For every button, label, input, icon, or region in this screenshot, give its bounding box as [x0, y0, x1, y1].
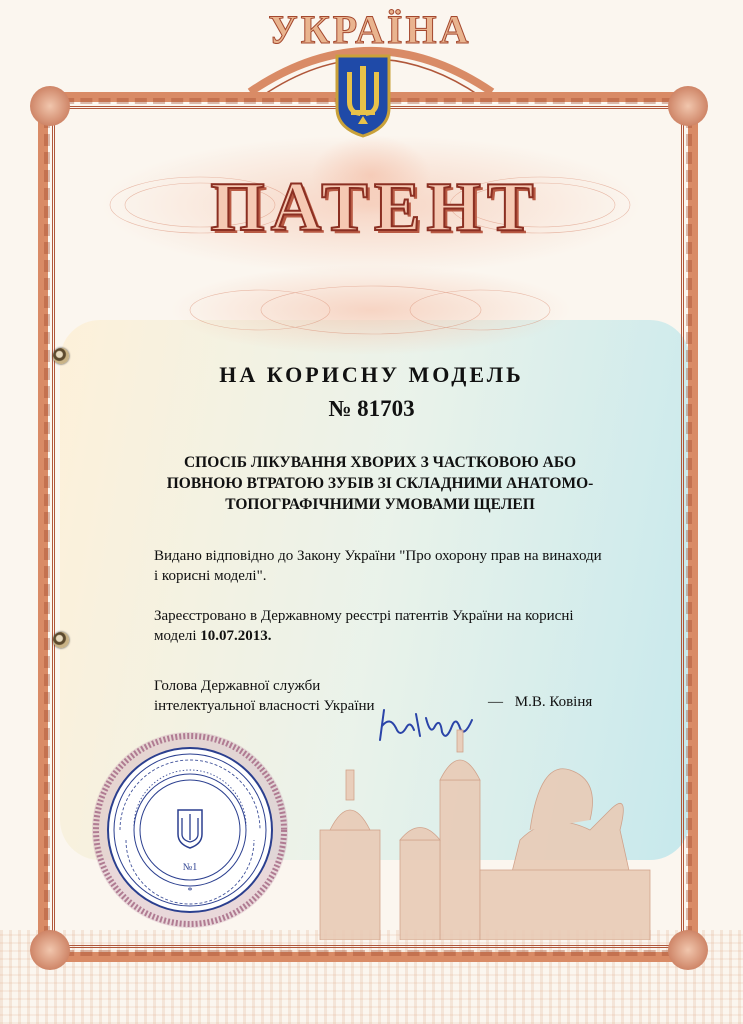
title-line: ТОПОГРАФІЧНИМИ УМОВАМИ ЩЕЛЕП — [225, 496, 535, 513]
registered-prefix: моделі — [154, 628, 201, 644]
issued-line: Видано відповідно до Закону України "Про охорону прав на винаходи — [154, 548, 602, 564]
registered-line — [154, 626, 634, 646]
corner-rosette — [668, 930, 708, 970]
corner-rosette — [30, 86, 70, 126]
binding-hole — [53, 632, 69, 648]
signature-dash: — — [488, 694, 503, 710]
registration-date: 10.07.2013. — [200, 628, 272, 644]
official-seal — [90, 730, 290, 930]
corner-rosette — [668, 86, 708, 126]
signatory-role — [154, 676, 414, 716]
svg-text:№1: №1 — [182, 862, 198, 873]
title-line: СПОСІБ ЛІКУВАННЯ ХВОРИХ З ЧАСТКОВОЮ АБО — [183, 454, 577, 471]
registered-paragraph — [154, 606, 634, 646]
country-title: УКРАЇНА — [268, 7, 472, 52]
patent-number: № 81703 — [328, 396, 415, 421]
role-line: інтелектуальної власності України — [154, 698, 375, 714]
corner-rosette — [30, 930, 70, 970]
patent-subtitle: НА КОРИСНУ МОДЕЛЬ — [219, 362, 524, 387]
role-line: Голова Державної служби — [154, 678, 321, 694]
registered-line: Зареєстровано в Державному реєстрі патентів України на корисні — [154, 608, 574, 624]
issued-line: і корисні моделі". — [154, 568, 267, 584]
svg-text:*: * — [187, 886, 193, 897]
signatory-name-block — [488, 692, 592, 712]
trident-coat-of-arms-icon — [333, 52, 393, 138]
kyiv-landmarks-illustration — [300, 720, 660, 940]
issued-paragraph — [154, 546, 634, 586]
signatory-name: М.В. Ковіня — [514, 694, 593, 710]
title-line: ПОВНОЮ ВТРАТОЮ ЗУБІВ ЗІ СКЛАДНИМИ АНАТОМО- — [166, 475, 594, 492]
patent-title — [150, 452, 610, 515]
document-type-heading: ПАТЕНТ — [210, 169, 540, 246]
